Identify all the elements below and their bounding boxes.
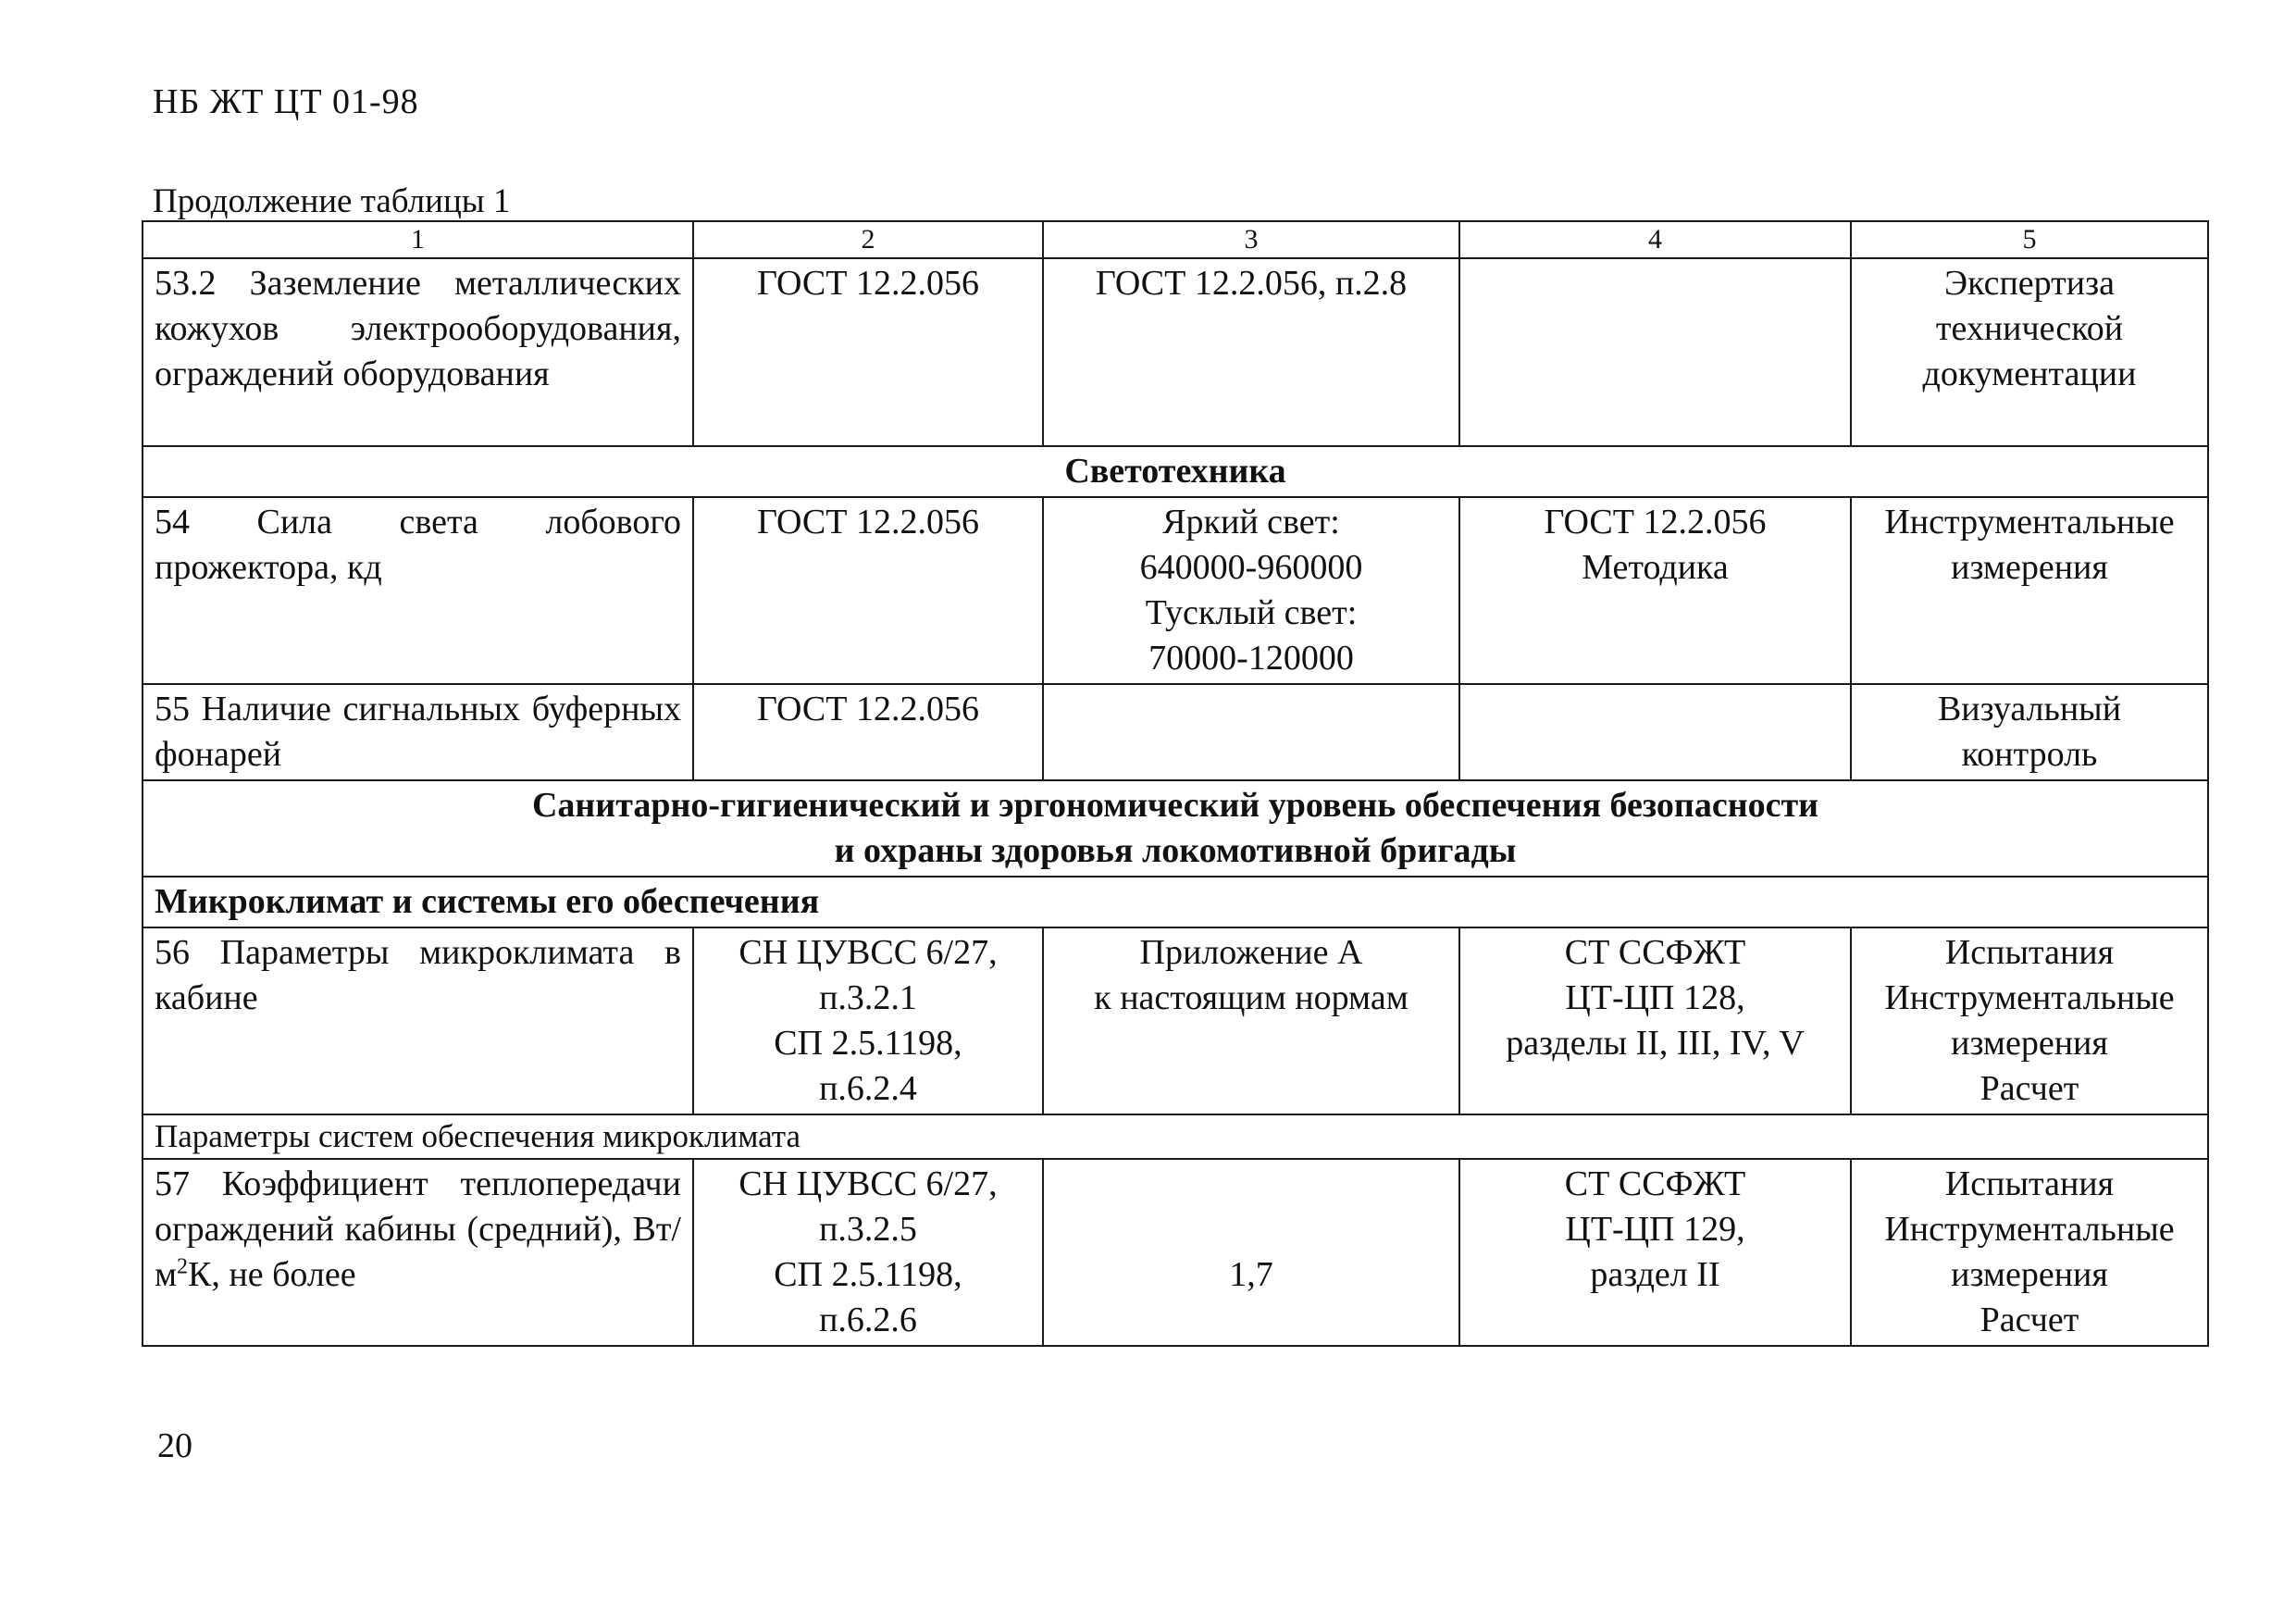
- row-54-requirement-line: 640000-960000: [1139, 548, 1363, 587]
- row-53-2-control-line: документации: [1922, 355, 2137, 393]
- column-number-4: 4: [1459, 221, 1851, 258]
- row-56-normative-doc: [693, 927, 1043, 1114]
- row-57-control-line: Расчет: [1980, 1301, 2079, 1339]
- row-55-control-type: [1851, 684, 2208, 780]
- subsection-title-microclimate: Микроклимат и системы его обеспечения: [143, 877, 2208, 927]
- row-55-control-line: Визуальный: [1937, 690, 2122, 728]
- row-57-normative-line: СП 2.5.1198,: [774, 1255, 962, 1294]
- row-53-2-control-type: [1851, 258, 2208, 446]
- row-57-indicator-text-end: К, не более: [188, 1255, 356, 1294]
- table-row-54: [143, 497, 2208, 684]
- row-56-requirement: [1043, 927, 1459, 1114]
- row-56-requirement-line: к настоящим нормам: [1094, 978, 1409, 1017]
- row-53-2-normative-doc: ГОСТ 12.2.056: [693, 258, 1043, 446]
- row-53-2-control-line: Экспертиза: [1944, 264, 2115, 303]
- row-54-method-line: Методика: [1582, 548, 1729, 587]
- row-54-control-line: Инструментальные: [1884, 503, 2175, 541]
- row-56-requirement-line: Приложение А: [1139, 933, 1363, 972]
- group-title-microclimate-systems: Параметры систем обеспечения микроклимата: [143, 1114, 2208, 1159]
- row-54-requirement-line: Яркий свет:: [1162, 503, 1340, 541]
- table-continuation-caption: Продолжение таблицы 1: [153, 182, 511, 220]
- row-57-control-line: Испытания: [1944, 1164, 2115, 1203]
- row-57-control-line: измерения: [1951, 1255, 2108, 1294]
- table-row-53-2: [143, 258, 2208, 446]
- row-54-method-line: ГОСТ 12.2.056: [1544, 503, 1767, 541]
- row-56-method: [1459, 927, 1851, 1114]
- row-56-method-line: разделы II, III, IV, V: [1506, 1024, 1805, 1063]
- row-57-method-line: раздел II: [1590, 1255, 1720, 1294]
- row-55-indicator: 55 Наличие сигнальных буферных фонарей: [143, 684, 693, 780]
- section-title-sanitary: [143, 780, 2208, 877]
- row-54-method: [1459, 497, 1851, 684]
- document-code: НБ ЖТ ЦТ 01-98: [153, 82, 419, 121]
- row-56-method-line: СТ ССФЖТ: [1564, 933, 1746, 972]
- row-54-requirement-line: Тусклый свет:: [1145, 593, 1358, 632]
- row-57-control-type: [1851, 1159, 2208, 1346]
- row-54-normative-doc: ГОСТ 12.2.056: [693, 497, 1043, 684]
- row-57-normative-line: СН ЦУВСС 6/27,: [738, 1164, 998, 1203]
- row-57-method-line: ЦТ-ЦП 129,: [1565, 1210, 1745, 1249]
- row-57-method-line: СТ ССФЖТ: [1564, 1164, 1746, 1203]
- row-53-2-indicator: 53.2 Заземление металлических кожухов электрооборудования, ограждений оборудования: [143, 258, 693, 446]
- section-title-lighting: Светотехника: [143, 446, 2208, 497]
- row-57-indicator: [143, 1159, 693, 1346]
- row-56-control-line: Расчет: [1980, 1069, 2079, 1108]
- table-row-56: [143, 927, 2208, 1114]
- row-54-requirement-line: 70000-120000: [1148, 639, 1354, 678]
- table-row-55: [143, 684, 2208, 780]
- row-56-normative-line: СН ЦУВСС 6/27,: [738, 933, 998, 972]
- row-56-control-line: Инструментальные: [1884, 978, 2175, 1017]
- row-56-control-line: измерения: [1951, 1024, 2108, 1063]
- column-number-row: [143, 221, 2208, 258]
- row-56-indicator: 56 Параметры микроклимата в кабине: [143, 927, 693, 1114]
- row-55-normative-doc: ГОСТ 12.2.056: [693, 684, 1043, 780]
- row-56-normative-line: п.6.2.4: [819, 1069, 917, 1108]
- section-sanitary-row: [143, 780, 2208, 877]
- row-55-control-line: контроль: [1961, 735, 2098, 774]
- row-53-2-method: [1459, 258, 1851, 446]
- norms-table: [142, 220, 2209, 1347]
- row-57-method: [1459, 1159, 1851, 1346]
- row-57-normative-line: п.6.2.6: [819, 1301, 917, 1339]
- column-number-1: 1: [143, 221, 693, 258]
- row-57-indicator-text: 57 Коэффициент теплопередачи ограждений кабины (средний), Вт/м: [155, 1164, 681, 1294]
- section-title-line: Санитарно-гигиенический и эргономический уровень обеспечения безопасности: [531, 786, 1819, 825]
- group-microclimate-systems-row: [143, 1114, 2208, 1159]
- table-row-57: [143, 1159, 2208, 1346]
- row-56-method-line: ЦТ-ЦП 128,: [1565, 978, 1745, 1017]
- row-55-method: [1459, 684, 1851, 780]
- row-53-2-control-line: технической: [1935, 309, 2124, 348]
- row-57-control-line: Инструментальные: [1884, 1210, 2175, 1249]
- row-54-control-line: измерения: [1951, 548, 2108, 587]
- column-number-5: 5: [1851, 221, 2208, 258]
- section-title-line: и охраны здоровья локомотивной бригады: [834, 831, 1517, 870]
- column-number-3: 3: [1043, 221, 1459, 258]
- row-57-normative-line: п.3.2.5: [819, 1210, 917, 1249]
- row-56-control-line: Испытания: [1944, 933, 2115, 972]
- page-number: 20: [157, 1426, 192, 1465]
- row-56-normative-line: п.3.2.1: [819, 978, 917, 1017]
- row-57-superscript: 2: [177, 1254, 189, 1279]
- subsection-microclimate-row: [143, 877, 2208, 927]
- row-53-2-requirement: ГОСТ 12.2.056, п.2.8: [1043, 258, 1459, 446]
- section-lighting-row: [143, 446, 2208, 497]
- row-56-control-type: [1851, 927, 2208, 1114]
- row-57-normative-doc: [693, 1159, 1043, 1346]
- row-55-requirement: [1043, 684, 1459, 780]
- row-54-requirement: [1043, 497, 1459, 684]
- row-54-indicator: 54 Сила света лобового прожектора, кд: [143, 497, 693, 684]
- row-56-normative-line: СП 2.5.1198,: [774, 1024, 962, 1063]
- column-number-2: 2: [693, 221, 1043, 258]
- row-54-control-type: [1851, 497, 2208, 684]
- row-57-requirement: 1,7: [1043, 1159, 1459, 1346]
